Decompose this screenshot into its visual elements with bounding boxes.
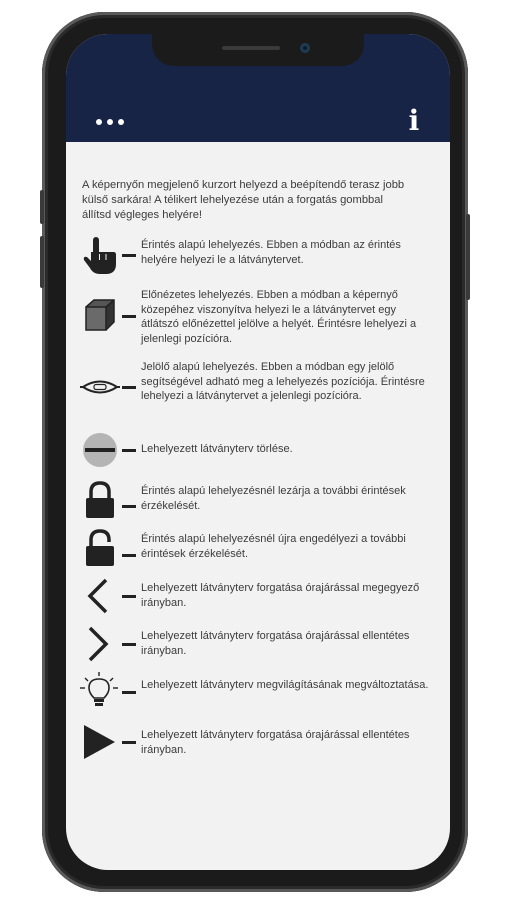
separator-dash <box>122 315 136 318</box>
separator-dash <box>122 449 136 452</box>
chevron-left-icon <box>80 576 120 616</box>
separator-dash <box>122 386 136 389</box>
item-description: Lehelyezett látványterv forgatása órajárással ellentétes irányban. <box>141 630 410 657</box>
item-description: Lehelyezett látványterv forgatása órajárással ellentétes irányban. <box>141 729 410 756</box>
separator-dash <box>122 254 136 257</box>
lock-closed-icon <box>80 480 120 520</box>
instructions-text: A képernyőn megjelenő kurzort helyezd a beépítendő terasz jobb külső sarkára! A télikert lehelyezése után a forgatás gombbal állítsd végleges helyére! <box>82 179 405 221</box>
separator-dash <box>122 595 136 598</box>
separator-dash <box>122 643 136 646</box>
item-description: Lehelyezett látványterv törlése. <box>141 443 293 455</box>
play-icon <box>80 722 120 762</box>
power-button <box>466 214 470 300</box>
item-description: Érintés alapú lehelyezésnél újra engedélyezi a további érintések érzékelését. <box>141 533 406 560</box>
separator-dash <box>122 505 136 508</box>
item-description: Érintés alapú lehelyezésnél lezárja a további érintések érzékelését. <box>141 485 406 512</box>
lock-open-icon <box>80 528 120 568</box>
item-description: Jelölő alapú lehelyezés. Ebben a módban egy jelölő segítségével adható meg a lehelyezés pozíciója. Érintésre lehelyezi a látványtervet a jelenlegi pozícióra. <box>141 361 425 402</box>
separator-dash <box>122 691 136 694</box>
separator-dash <box>122 554 136 557</box>
item-description: Érintés alapú lehelyezés. Ebben a módban az érintés helyére helyezi le a látványtervet. <box>141 239 401 266</box>
item-description: Lehelyezett látványterv forgatása órajárással megegyező irányban. <box>141 582 420 609</box>
side-button <box>40 190 44 224</box>
item-description: Előnézetes lehelyezés. Ebben a módban a képernyő közepéhez viszonyítva helyezi le a látványtervet egy átlátszó előnézettel jelölve a helyét. Érintésre lehelyezi a jelenlegi pozícióra. <box>141 289 417 345</box>
item-description: Lehelyezett látványterv megvilágításának megváltoztatása. <box>141 679 429 691</box>
screen <box>66 34 450 870</box>
volume-button <box>40 236 44 288</box>
app-bar <box>66 34 450 142</box>
front-camera <box>300 43 310 53</box>
more-horizontal-icon[interactable] <box>94 114 126 130</box>
cube-icon <box>80 296 120 336</box>
remove-circle-icon <box>80 430 120 470</box>
light-bulb-icon <box>80 672 120 712</box>
notch <box>152 34 364 66</box>
chevron-right-icon <box>80 624 120 664</box>
marker-icon <box>80 367 120 407</box>
separator-dash <box>122 741 136 744</box>
info-icon[interactable]: i <box>408 104 420 137</box>
hand-touch-icon <box>80 236 120 276</box>
speaker-grille <box>222 46 280 50</box>
